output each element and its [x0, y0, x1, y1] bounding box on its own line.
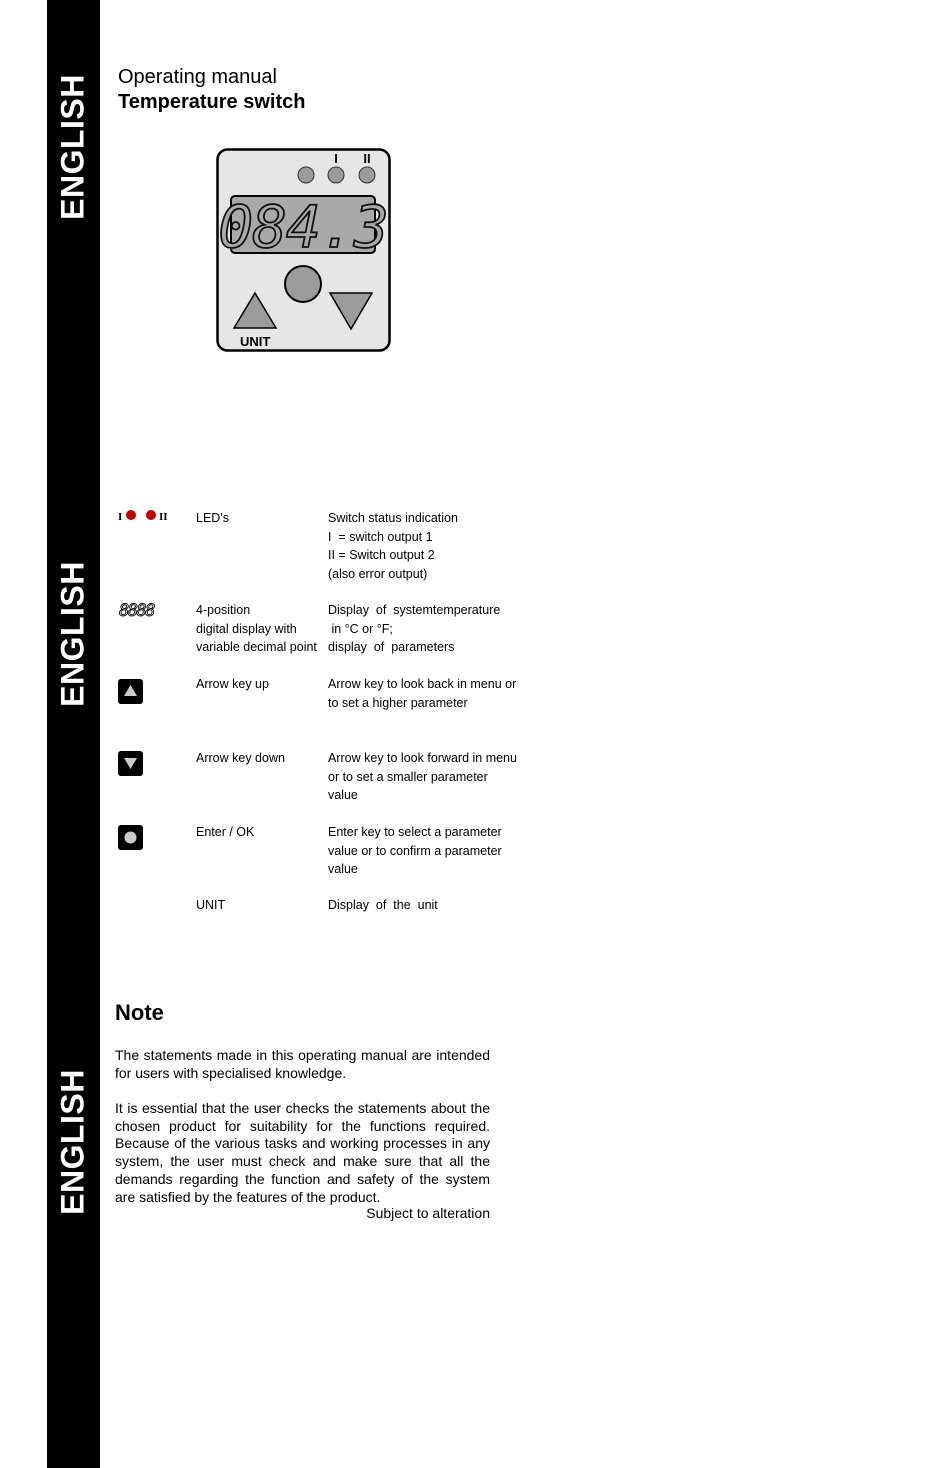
leds-icon-label-i: I — [118, 511, 123, 523]
legend-label: LED's — [196, 511, 229, 525]
status-led-i — [328, 167, 344, 183]
note-paragraph: The statements made in this operating manual are intended for users with specialised knowledge. — [115, 1047, 490, 1081]
legend-label: Arrow key down — [196, 751, 285, 765]
legend-label: 4-position digital display with variable decimal point — [196, 603, 317, 654]
arrow-down-key-icon — [118, 751, 144, 783]
status-led-ii — [359, 167, 375, 183]
arrow-up-key-icon — [118, 679, 144, 711]
note-paragraph: It is essential that the user checks the statements about the chosen product for suitability for the functions required. Because of the various tasks and working processes in any system, the user must check and make sure that all the demands regarding the function and safety of the system are satisfied by the features of the product. — [115, 1100, 490, 1205]
lcd-value: 084.3 — [218, 193, 388, 261]
digital-display-icon-text: 8888 — [119, 601, 154, 619]
document-subtitle: Operating manual — [118, 66, 277, 88]
legend-description: Switch status indication I = switch output 1 II = Switch output 2 (also error output) — [328, 511, 458, 581]
led-red-icon — [126, 510, 136, 520]
note-footer: Subject to alteration — [366, 1205, 490, 1221]
document-title: Temperature switch — [118, 91, 306, 113]
unit-label: UNIT — [240, 334, 271, 349]
device-illustration — [216, 148, 392, 359]
legend-description: Display of the unit — [328, 898, 438, 912]
led-red-icon — [146, 510, 156, 520]
legend-label: Enter / OK — [196, 825, 255, 839]
legend-description: Enter key to select a parameter value or to confirm a parameter value — [328, 825, 502, 876]
sidebar — [47, 0, 100, 1468]
device-panel — [216, 148, 392, 354]
legend-description: Display of systemtemperature in °C or °F; display of parameters — [328, 603, 501, 654]
legend-label: Arrow key up — [196, 677, 269, 691]
legend-label: UNIT — [196, 898, 226, 912]
led-label-i: I — [334, 151, 338, 166]
note-heading: Note — [115, 1000, 164, 1025]
led-label-ii: II — [363, 151, 371, 166]
enter-key-icon — [118, 825, 144, 857]
status-led — [298, 167, 314, 183]
leds-icon — [118, 509, 174, 529]
enter-button-icon — [285, 266, 321, 302]
legend-description: Arrow key to look forward in menu or to set a smaller parameter value — [328, 751, 517, 802]
legend-description: Arrow key to look back in menu or to set a higher parameter — [328, 677, 517, 710]
digital-display-icon — [118, 601, 162, 625]
leds-icon-label-ii: II — [159, 511, 168, 523]
